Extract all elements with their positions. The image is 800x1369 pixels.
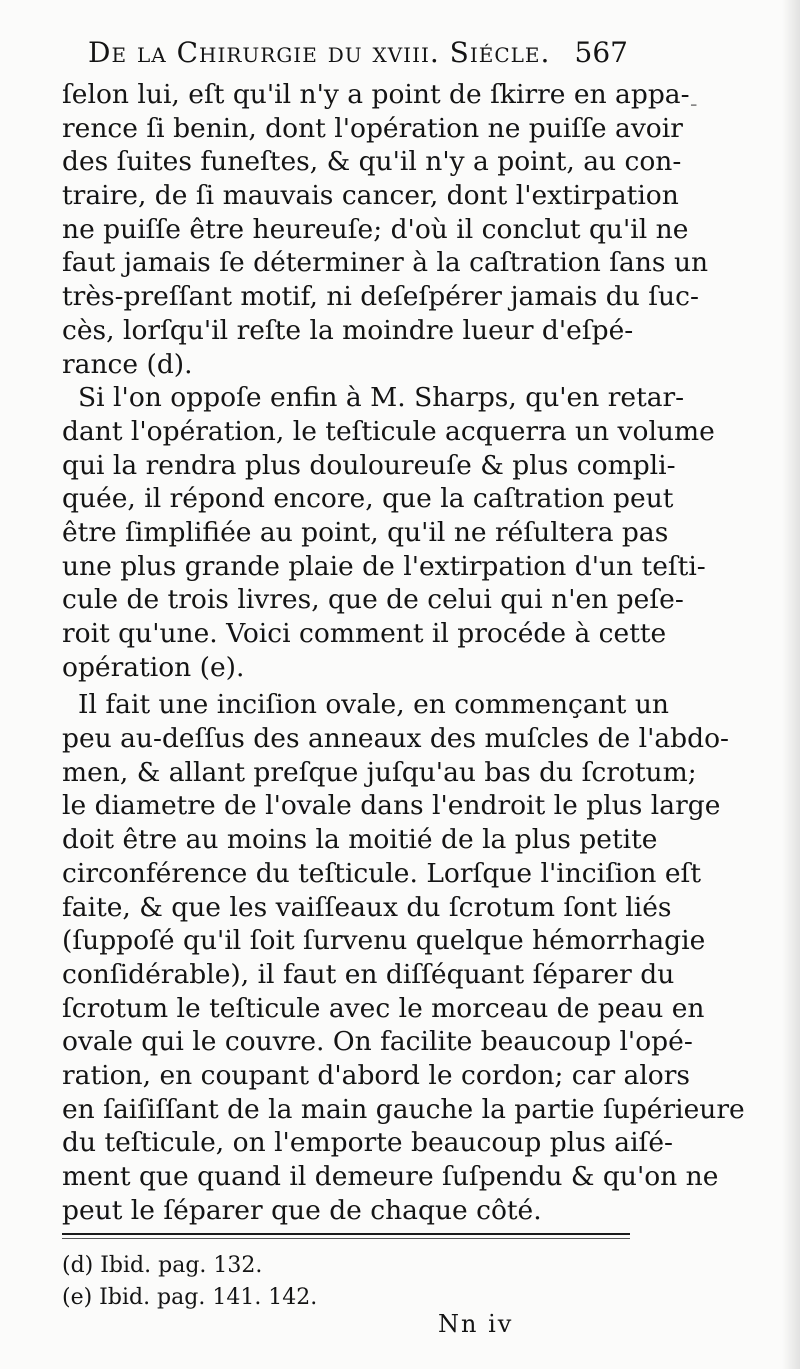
body-text xyxy=(62,78,745,1227)
footnote-d: (d) Ibid. pag. 132. xyxy=(62,1253,263,1278)
text-line: dant l'opération, le teſticule acquerra un volume xyxy=(62,415,715,447)
text-line: cule de trois livres, que de celui qui n'en peſe- xyxy=(62,584,684,616)
text-line: faut jamais ſe déterminer à la caſtration ſans un xyxy=(62,247,709,279)
page-number: 567 xyxy=(574,36,628,69)
text-line: très-preſſant motif, ni deſeſpérer jamais du ſuc- xyxy=(62,281,699,313)
paragraph-start-line: Si l'on oppoſe enfin à M. Sharps, qu'en retar- xyxy=(78,382,685,414)
text-line: du teſticule, on l'emporte beaucoup plus aiſé- xyxy=(62,1127,674,1159)
text-line: circonférence du teſticule. Lorſque l'inciſion eſt xyxy=(62,857,701,889)
text-line: opération (e). xyxy=(62,651,245,683)
text-line: être ſimplifiée au point, qu'il ne réſultera pas xyxy=(62,516,669,548)
page-header xyxy=(88,36,628,80)
text-line: rence ſi benin, dont l'opération ne puiſſe avoir xyxy=(62,112,683,144)
text-line: en ſaiſiſſant de la main gauche la partie ſupérieure xyxy=(62,1093,745,1125)
text-line: (ſuppoſé qu'il ſoit ſurvenu quelque hémorrhagie xyxy=(62,925,706,957)
text-line: ovale qui le couvre. On facilite beaucoup l'opé- xyxy=(62,1026,693,1058)
text-line: cès, lorſqu'il reſte la moindre lueur d'eſpé- xyxy=(62,314,634,346)
text-line: conſidérable), il faut en diſſéquant ſéparer du xyxy=(62,958,675,990)
text-line: doit être au moins la moitié de la plus petite xyxy=(62,824,658,856)
stray-mark: - xyxy=(690,92,698,117)
footnotes xyxy=(62,1250,462,1314)
paragraph-start-line: Il fait une inciſion ovale, en commençant un xyxy=(78,689,669,721)
text-line: men, & allant preſque juſqu'au bas du ſcrotum; xyxy=(62,756,697,788)
text-line: le diametre de l'ovale dans l'endroit le plus large xyxy=(62,790,721,822)
text-line: faite, & que les vaiſſeaux du ſcrotum ſont liés xyxy=(62,891,672,923)
text-line: traire, de ſi mauvais cancer, dont l'extirpation xyxy=(62,180,679,212)
printer-signature: Nn iv xyxy=(438,1310,514,1338)
text-line: une plus grande plaie de l'extirpation d'un teſti- xyxy=(62,550,706,582)
text-line: ne puiſſe être heureuſe; d'où il conclut qu'il ne xyxy=(62,213,689,245)
text-line: peu au-deſſus des anneaux des muſcles de l'abdo- xyxy=(62,723,729,755)
footnote-rule xyxy=(62,1233,630,1235)
running-title: De la Chirurgie du xviii. Siécle. xyxy=(88,36,551,69)
footnote-rule-thin xyxy=(62,1238,630,1239)
text-line: roit qu'une. Voici comment il procéde à cette xyxy=(62,618,667,649)
text-line: des ſuites funeſtes, & qu'il n'y a point, au con- xyxy=(62,146,682,178)
text-line: ment que quand il demeure ſuſpendu & qu'on ne xyxy=(62,1161,719,1192)
text-line: ration, en coupant d'abord le cordon; car alors xyxy=(62,1059,691,1091)
text-line: ſcrotum le teſticule avec le morceau de peau en xyxy=(62,992,705,1024)
text-line: ſelon lui, eſt qu'il n'y a point de ſkirre en appa- xyxy=(62,79,690,110)
text-line: peut le ſéparer que de chaque côté. xyxy=(62,1194,542,1226)
text-line: qui la rendra plus douloureuſe & plus compli- xyxy=(62,449,676,481)
text-line: quée, il répond encore, que la caſtration peut xyxy=(62,483,674,515)
footnote-e: (e) Ibid. pag. 141. 142. xyxy=(62,1285,318,1310)
text-line: rance (d). xyxy=(62,348,193,380)
